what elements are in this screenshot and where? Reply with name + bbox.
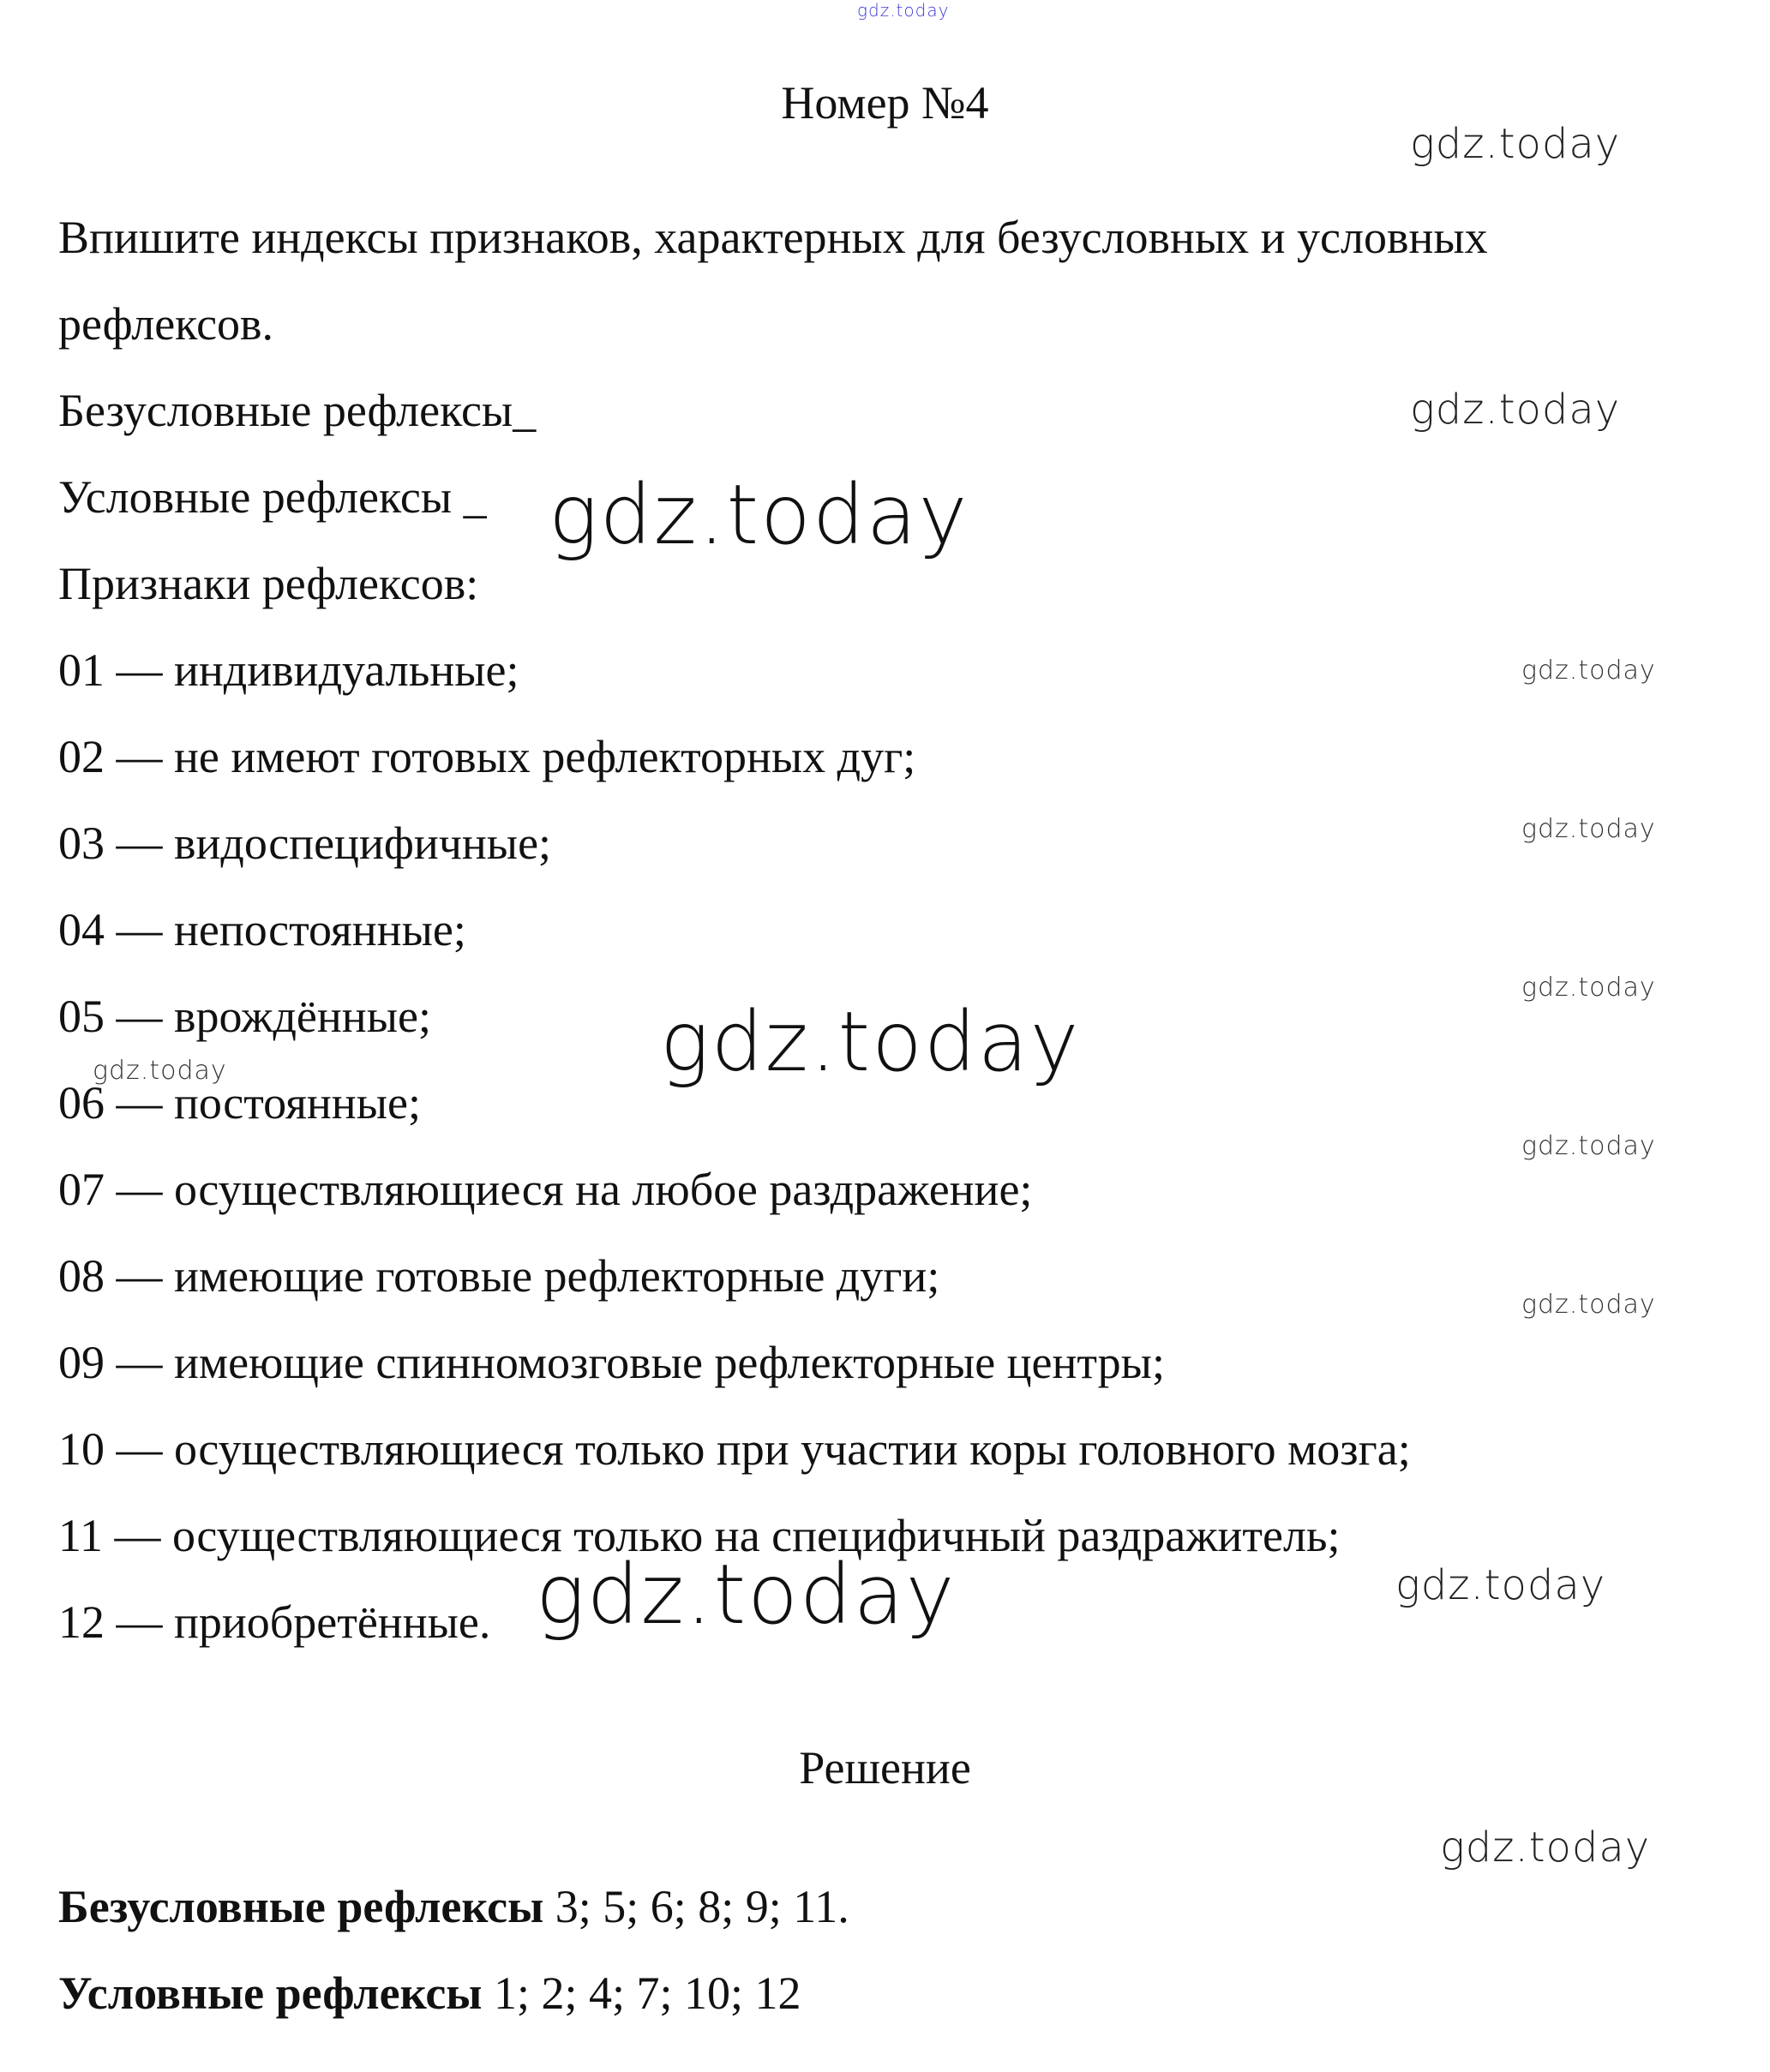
- list-item: 09 — имеющие спинномозговые рефлекторные центры;: [58, 1337, 1165, 1388]
- watermark: gdz.today: [857, 0, 950, 21]
- list-item: 06 — постоянные;: [58, 1077, 421, 1129]
- unconditioned-blank: Безусловные рефлексы_: [58, 385, 537, 436]
- instruction-line-1: Впишите индексы признаков, характерных для безусловных и условных: [58, 212, 1488, 263]
- watermark: gdz.today: [93, 1056, 227, 1086]
- watermark: gdz.today: [536, 1547, 957, 1643]
- list-item: 05 — врождённые;: [58, 991, 431, 1042]
- list-item: 12 — приобретённые.: [58, 1596, 491, 1648]
- list-item: 11 — осуществляющиеся только на специфичный раздражитель;: [58, 1510, 1341, 1561]
- list-item: 08 — имеющие готовые рефлекторные дуги;: [58, 1250, 940, 1302]
- list-item: 07 — осуществляющиеся на любое раздражение;: [58, 1164, 1033, 1215]
- watermark: gdz.today: [1410, 386, 1621, 434]
- solution-unconditioned: [58, 1881, 849, 1932]
- list-item: 02 — не имеют готовых рефлекторных дуг;: [58, 731, 916, 782]
- watermark: gdz.today: [549, 467, 969, 563]
- list-item: 01 — индивидуальные;: [58, 644, 519, 696]
- watermark: gdz.today: [1440, 1823, 1651, 1871]
- solution-conditioned: [58, 1967, 801, 2019]
- solution-conditioned-value: 1; 2; 4; 7; 10; 12: [482, 1967, 801, 2019]
- watermark: gdz.today: [1521, 1290, 1656, 1320]
- watermark: gdz.today: [1521, 1131, 1656, 1161]
- watermark: gdz.today: [1521, 973, 1656, 1003]
- conditioned-blank: Условные рефлексы _: [58, 471, 487, 523]
- page-title: Номер №4: [781, 77, 989, 129]
- solution-unconditioned-value: 3; 5; 6; 8; 9; 11.: [543, 1881, 849, 1932]
- solution-conditioned-label: Условные рефлексы: [58, 1967, 483, 2019]
- watermark: gdz.today: [1521, 656, 1656, 686]
- watermark: gdz.today: [1521, 814, 1656, 844]
- watermark: gdz.today: [1395, 1561, 1606, 1609]
- instruction-line-2: рефлексов.: [58, 298, 274, 350]
- list-item: 03 — видоспецифичные;: [58, 817, 552, 869]
- list-item: 10 — осуществляющиеся только при участии коры головного мозга;: [58, 1423, 1411, 1475]
- watermark: gdz.today: [660, 994, 1081, 1090]
- solution-heading: Решение: [799, 1742, 971, 1794]
- watermark: gdz.today: [1410, 120, 1621, 168]
- solution-unconditioned-label: Безусловные рефлексы: [58, 1881, 544, 1932]
- list-item: 04 — непостоянные;: [58, 904, 466, 955]
- signs-heading: Признаки рефлексов:: [58, 558, 479, 609]
